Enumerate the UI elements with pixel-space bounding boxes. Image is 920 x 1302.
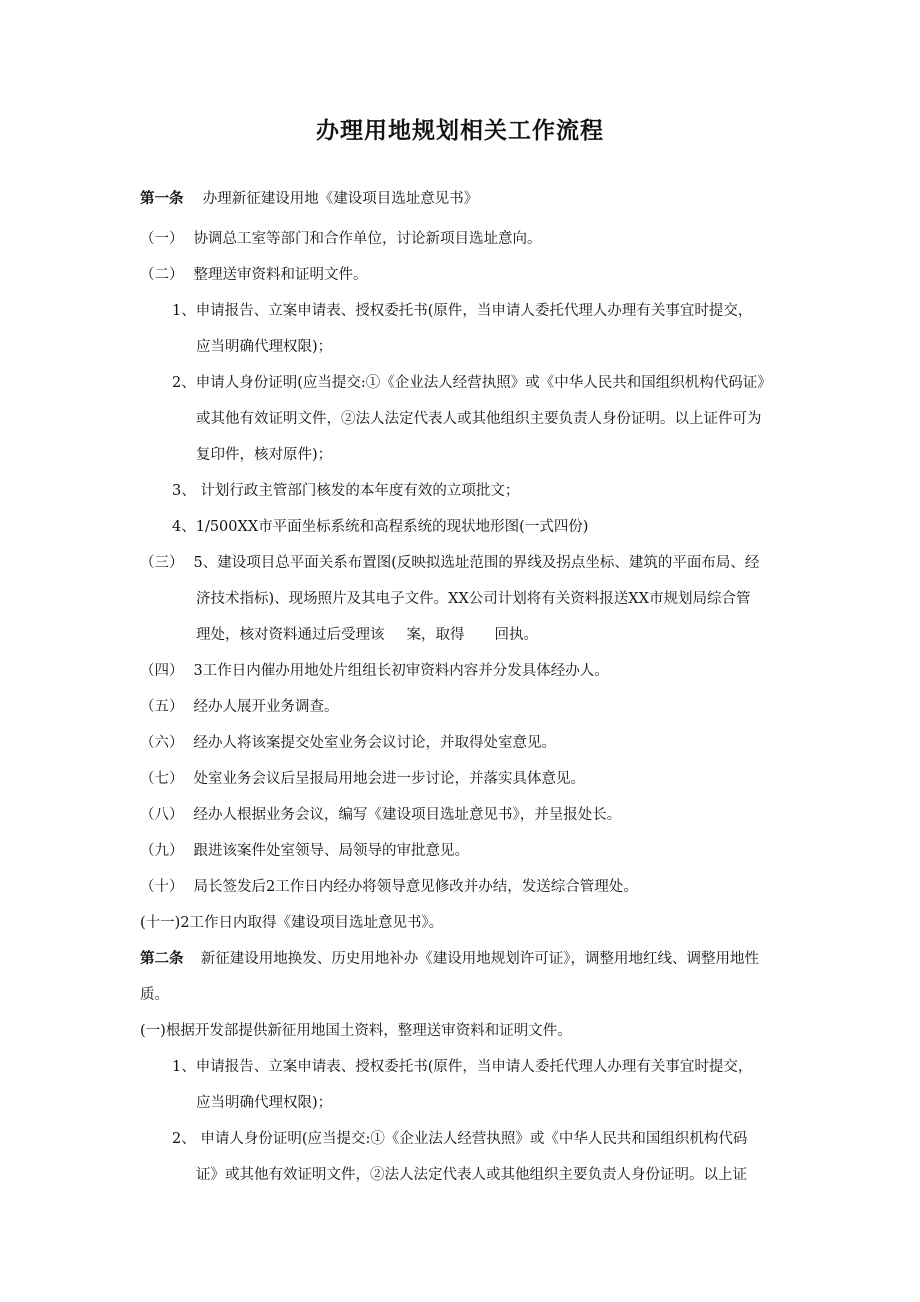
article-2-label: 第二条 (140, 950, 184, 967)
item-text: 经办人展开业务调查。 (193, 699, 339, 715)
item-continuation: 济技术指标)、现场照片及其电子文件。XX公司计划将有关资料报送XX市规划局综合管 (196, 591, 751, 607)
item-marker: （六） (140, 735, 184, 751)
article-1-text: 办理新征建设用地《建设项目选址意见书》 (202, 191, 479, 207)
text-fragment: 回执。 (494, 627, 538, 643)
item-text: 经办人将该案提交处室业务会议讨论，并取得处室意见。 (193, 735, 556, 751)
text-fragment: 理处，核对资料通过后受理该 (196, 627, 385, 643)
sub-item-line: 或其他有效证明文件，②法人法定代表人或其他组织主要负责人身份证明。以上证件可为 (196, 411, 762, 427)
list-item (140, 697, 339, 717)
item-text: 协调总工室等部门和合作单位，讨论新项目选址意向。 (193, 231, 542, 247)
item-text: 局长签发后2工作日内经办将领导意见修改并办结，发送综合管理处。 (193, 879, 638, 895)
item-marker: （一） (140, 231, 184, 247)
list-item (140, 877, 638, 897)
list-item: (一)根据开发部提供新征用地国土资料，整理送审资料和证明文件。 (140, 1023, 572, 1039)
list-item (140, 553, 759, 573)
item-text: 跟进该案件处室领导、局领导的审批意见。 (193, 843, 469, 859)
article-2-heading-line (140, 949, 759, 969)
sub-item-line: 证》或其他有效证明文件，②法人法定代表人或其他组织主要负责人身份证明。以上证 (196, 1167, 747, 1183)
item-text: 整理送审资料和证明文件。 (193, 267, 368, 283)
sub-item-line: 2、 申请人身份证明(应当提交:①《企业法人经营执照》或《中华人民共和国组织机构代码 (172, 1131, 748, 1147)
sub-item-line: 1、申请报告、立案申请表、授权委托书(原件，当申请人委托代理人办理有关事宜时提交， (172, 1059, 753, 1075)
list-item (140, 265, 368, 285)
list-item (140, 661, 609, 681)
list-item (140, 841, 469, 861)
sub-item-line: 4、1/500XX市平面坐标系统和高程系统的现状地形图(一式四份) (172, 519, 589, 535)
article-1-label: 第一条 (140, 190, 184, 207)
text-fragment: 案，取得 (406, 627, 465, 643)
list-item (140, 229, 542, 249)
article-2-continuation: 质。 (140, 987, 169, 1003)
item-marker: （四） (140, 663, 184, 679)
item-marker: （二） (140, 267, 184, 283)
list-item: (十一)2工作日内取得《建设项目选址意见书》。 (140, 915, 444, 931)
sub-item-line: 应当明确代理权限)； (196, 1095, 333, 1111)
item-marker: （十） (140, 879, 184, 895)
sub-item-line: 应当明确代理权限)； (196, 339, 333, 355)
sub-item-line: 复印件，核对原件)； (196, 447, 333, 463)
item-continuation (196, 625, 538, 645)
item-text: 3工作日内催办用地处片组组长初审资料内容并分发具体经办人。 (193, 663, 609, 679)
list-item (140, 769, 585, 789)
list-item (140, 805, 621, 825)
article-2-text: 新征建设用地换发、历史用地补办《建设用地规划许可证》，调整用地红线、调整用地性 (200, 951, 759, 967)
sub-item-line: 3、 计划行政主管部门核发的本年度有效的立项批文； (172, 483, 520, 499)
item-text: 处室业务会议后呈报局用地会进一步讨论，并落实具体意见。 (193, 771, 585, 787)
sub-item-line: 1、申请报告、立案申请表、授权委托书(原件，当申请人委托代理人办理有关事宜时提交， (172, 303, 753, 319)
item-text: 经办人根据业务会议，编写《建设项目选址意见书》，并呈报处长。 (193, 807, 622, 823)
item-marker: （八） (140, 807, 184, 823)
item-text: 5、建设项目总平面关系布置图(反映拟选址范围的界线及拐点坐标、建筑的平面布局、经 (193, 555, 760, 571)
item-marker: （五） (140, 699, 184, 715)
sub-item-line: 2、申请人身份证明(应当提交:①《企业法人经营执照》或《中华人民共和国组织机构代码证》 (172, 375, 772, 391)
article-1-heading-line (140, 189, 478, 209)
item-marker: （七） (140, 771, 184, 787)
document-title: 办理用地规划相关工作流程 (316, 117, 604, 144)
list-item (140, 733, 556, 753)
item-marker: （三） (140, 555, 184, 571)
item-marker: （九） (140, 843, 184, 859)
